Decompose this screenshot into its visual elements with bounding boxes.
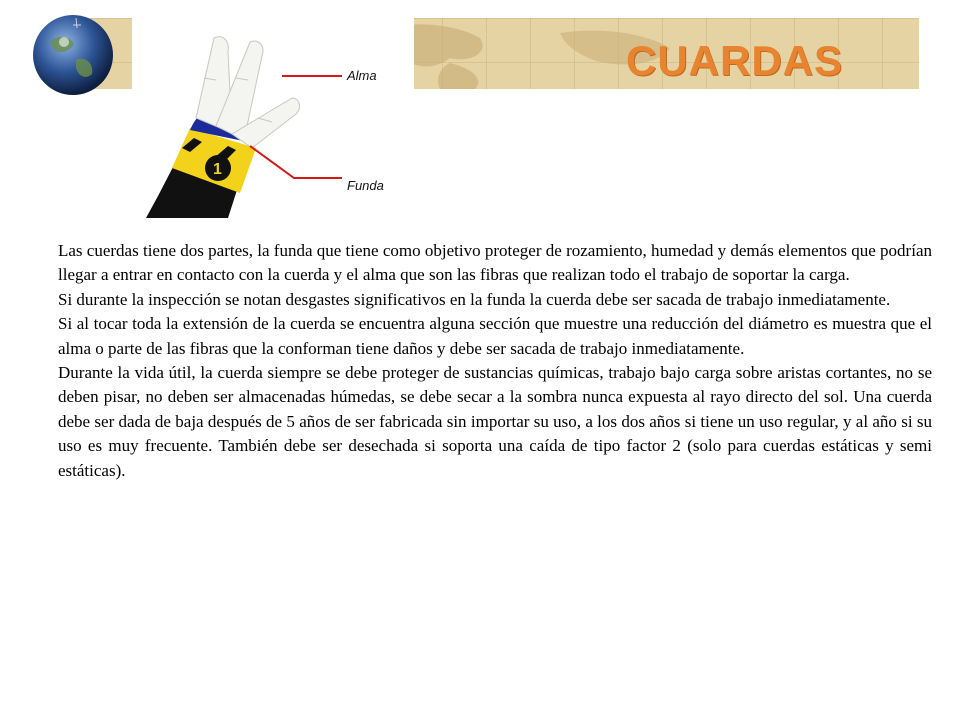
funda-pointer-line [250, 146, 342, 178]
globe-icon [30, 12, 116, 98]
svg-text:1: 1 [213, 161, 222, 178]
rope-figure [132, 18, 414, 218]
label-funda: Funda [347, 178, 384, 193]
page-title: CUARDAS [626, 37, 843, 84]
paragraph-intro: Las cuerdas tiene dos partes, la funda que tiene como objetivo proteger de rozamiento, humedad y demás elementos que podrían llegar a entrar en contacto con la cuerda y el alma que son las fibras que realizan todo el trabajo de soportar la carga. [58, 241, 932, 285]
paragraph-diameter: Si al tocar toda la extensión de la cuerda se encuentra alguna sección que muestre una reducción del diámetro es muestra que el alma o parte de las fibras que la conforman tiene daños y debe ser sacada de trabajo inmediatamente. [58, 314, 932, 358]
paragraph-lifespan: Durante la vida útil, la cuerda siempre se debe proteger de sustancias químicas, trabajo bajo carga sobre aristas cortantes, no se deben pisar, no deben ser almacenadas húmedas, se debe secar a la sombra nunca expuesta al rayo directo del sol. Una cuerda debe ser dada de baja después de 5 años de ser fabricada sin importar su uso, a los dos años si tiene un uso regular, y al año si su uso es muy frecuente. También debe ser desechada si soporta una caída de tipo factor 2 (solo para cuerdas estáticas y semi estáticas). [58, 363, 932, 480]
paragraph-inspection: Si durante la inspección se notan desgastes significativos en la funda la cuerda debe ser sacada de trabajo inmediatamente. [58, 289, 891, 309]
body-text [58, 239, 932, 483]
label-alma: Alma [347, 68, 377, 83]
